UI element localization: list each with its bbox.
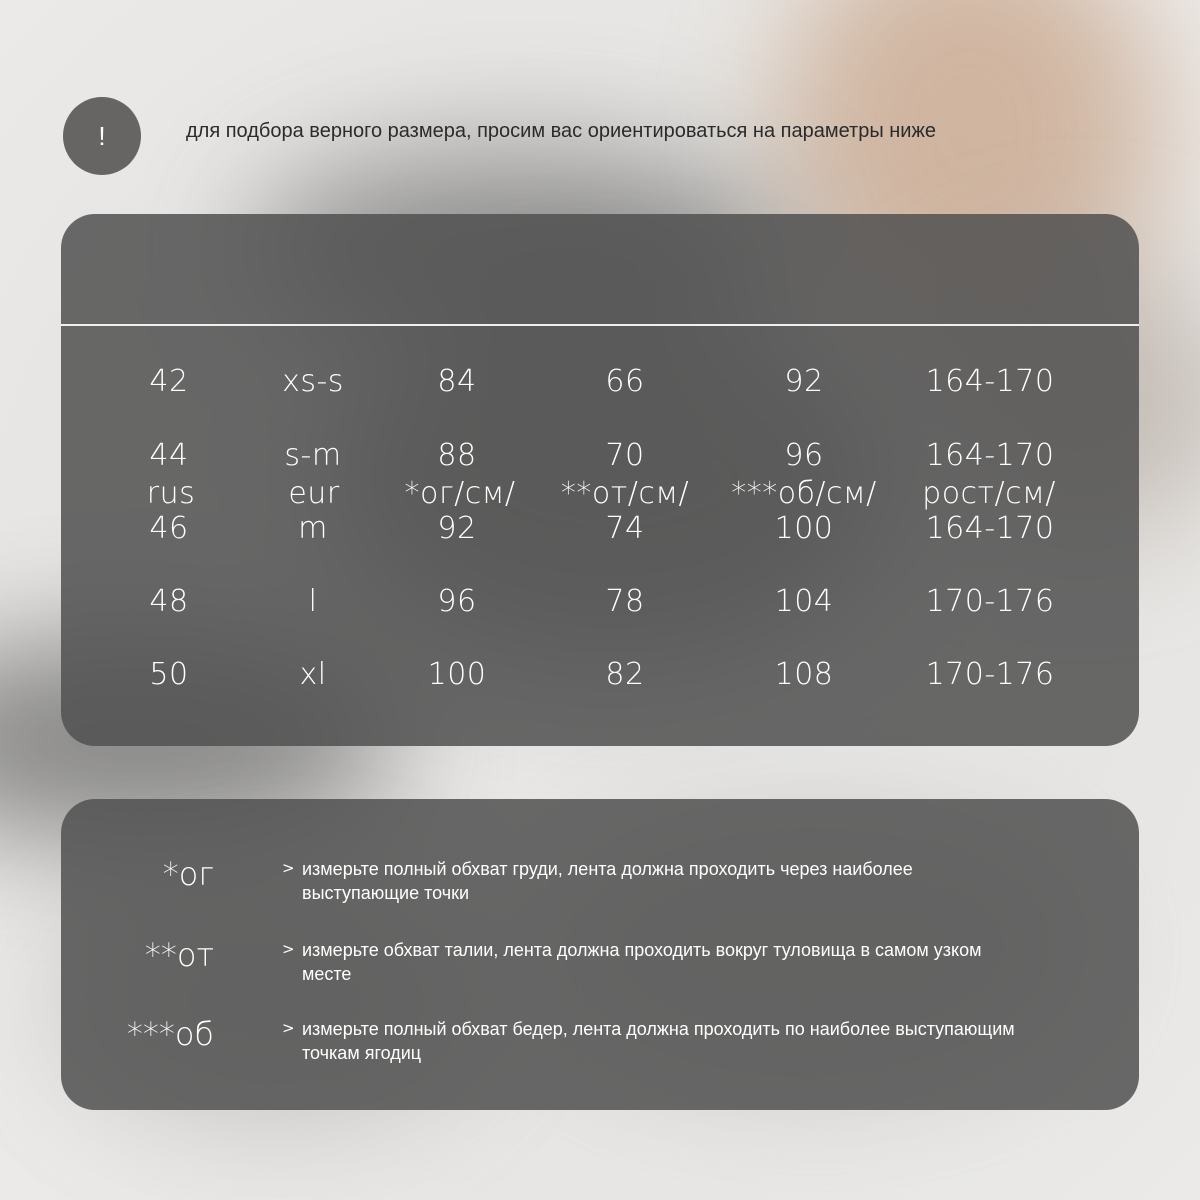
cell-rus: 48 [149, 584, 189, 619]
chevron-right-icon: > [282, 940, 295, 958]
header-cell-rus: rus [146, 476, 196, 511]
cell-eur: xs-s [282, 364, 344, 399]
measurement-legend-panel [61, 799, 1139, 1110]
cell-eur: s-m [284, 438, 342, 473]
cell-waist: 74 [605, 511, 645, 546]
cell-chest: 96 [437, 584, 477, 619]
cell-eur: xl [299, 657, 327, 692]
cell-rus: 42 [149, 364, 189, 399]
cell-waist: 66 [605, 364, 645, 399]
cell-chest: 92 [437, 511, 477, 546]
exclamation-glyph: ! [98, 120, 106, 151]
header-cell-waist: **от/см/ [560, 476, 690, 511]
legend-description: измерьте обхват талии, лента должна проходить вокруг туловища в самом узком месте [302, 940, 982, 984]
header-cell-height: рост/см/ [922, 476, 1056, 511]
cell-rus: 46 [149, 511, 189, 546]
cell-height: 164-170 [925, 438, 1055, 473]
legend-description: измерьте полный обхват бедер, лента должна проходить по наиболее выступающим точкам ягодиц [302, 1019, 1015, 1063]
chevron-right-icon: > [282, 1019, 295, 1037]
header-divider [61, 324, 1139, 326]
cell-height: 170-176 [925, 584, 1055, 619]
chevron-right-icon: > [282, 859, 295, 877]
legend-code: **от [144, 936, 214, 974]
header-cell-chest: *ог/см/ [404, 476, 516, 511]
cell-waist: 70 [605, 438, 645, 473]
cell-chest: 100 [427, 657, 487, 692]
cell-rus: 50 [149, 657, 189, 692]
cell-height: 164-170 [925, 364, 1055, 399]
legend-description: измерьте полный обхват груди, лента должна проходить через наиболее выступающие точки [302, 859, 913, 903]
cell-hips: 96 [784, 438, 824, 473]
cell-hips: 100 [774, 511, 834, 546]
exclamation-icon [63, 97, 141, 175]
cell-waist: 78 [605, 584, 645, 619]
size-table-panel [61, 214, 1139, 746]
cell-height: 170-176 [925, 657, 1055, 692]
cell-height: 164-170 [925, 511, 1055, 546]
cell-eur: m [298, 511, 328, 546]
cell-chest: 84 [437, 364, 477, 399]
notice-text: для подбора верного размера, просим вас ориентироваться на параметры ниже [186, 120, 936, 142]
size-table [61, 214, 1139, 746]
cell-eur: l [308, 584, 318, 619]
cell-hips: 104 [774, 584, 834, 619]
cell-waist: 82 [605, 657, 645, 692]
cell-chest: 88 [437, 438, 477, 473]
cell-hips: 92 [784, 364, 824, 399]
legend-code: ***об [126, 1015, 214, 1053]
legend-code: *ог [162, 855, 214, 893]
header-cell-eur: eur [288, 476, 340, 511]
cell-hips: 108 [774, 657, 834, 692]
cell-rus: 44 [149, 438, 189, 473]
header-cell-hips: ***об/см/ [731, 476, 877, 511]
